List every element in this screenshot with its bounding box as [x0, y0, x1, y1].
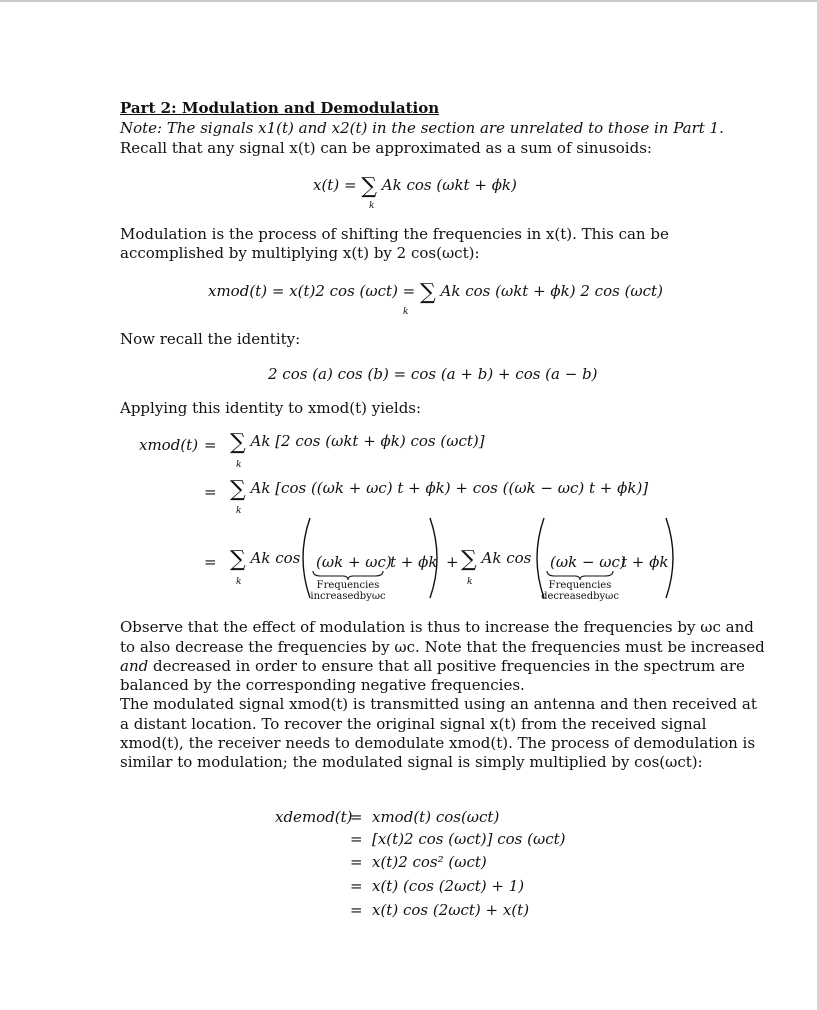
eq4-row-1-text: Ak [2 cos (ωkt + ϕk) cos (ωct)] — [250, 432, 485, 450]
observe-line-3 — [120, 657, 745, 676]
section-title: Part 2: Modulation and Demodulation — [120, 99, 440, 117]
eq5-equals-3: = — [350, 853, 363, 871]
sum-symbol: ∑ — [230, 430, 246, 455]
eq5-row-1: xmod(t) cos(ωct) — [372, 808, 500, 826]
eq5-lhs: xdemod(t) — [275, 808, 353, 826]
eq5-row-5: x(t) cos (2ωct) + x(t) — [372, 901, 530, 919]
eq4-row-3-term-b — [461, 547, 532, 572]
eq4-plus: + — [446, 553, 459, 571]
big-right-paren-b — [660, 518, 680, 598]
eq5-equals-2: = — [350, 830, 363, 848]
eq4-row-2-text: Ak [cos ((ωk + ωc) t + ϕk) + cos ((ωk − ωc) t + ϕk)] — [250, 479, 649, 497]
eq5-row-3: x(t)2 cos² (ωct) — [372, 853, 487, 871]
eq4-row-1-index: k — [236, 460, 242, 470]
eq1-sum-index: k — [369, 201, 375, 211]
observe-line-6: a distant location. To recover the original signal x(t) from the received signal — [120, 715, 707, 733]
sum-symbol: ∑ — [420, 280, 436, 305]
observe-line-8: similar to modulation; the modulated signal is simply multiplied by cos(ωct): — [120, 753, 703, 771]
big-right-paren-a — [424, 518, 444, 598]
eq4-tail-b: t + ϕk — [621, 553, 669, 571]
eq4-inner-a: (ωk + ωc) — [316, 553, 392, 571]
eq4-row-1 — [230, 430, 485, 455]
section-note: Note: The signals x1(t) and x2(t) in the section are unrelated to those in Part 1. — [120, 119, 724, 137]
equation-modulated-signal — [208, 280, 663, 305]
eq4-row-3-term-a — [230, 547, 301, 572]
observe-line-1: Observe that the effect of modulation is thus to increase the frequencies by ωc and — [120, 618, 754, 636]
identity-intro: Now recall the identity: — [120, 330, 301, 348]
observe-line-2: to also decrease the frequencies by ωc. Note that the frequencies must be increased — [120, 638, 765, 656]
modulation-paragraph-line-2: accomplished by multiplying x(t) by 2 cos(ωct): — [120, 244, 480, 262]
sum-symbol: ∑ — [461, 547, 477, 572]
sum-symbol: ∑ — [230, 477, 246, 502]
apply-intro: Applying this identity to xmod(t) yields: — [120, 399, 422, 417]
eq1-rhs: Ak cos (ωkt + ϕk) — [381, 176, 517, 194]
observe-line-5: The modulated signal xmod(t) is transmitted using an antenna and then received at — [120, 695, 757, 713]
eq4-row-3-index-b: k — [467, 577, 473, 587]
eq4-row-3-term-b-text: Ak cos — [481, 549, 532, 567]
eq4-equals-1: = — [204, 436, 217, 454]
observe-line-3-text: decreased in order to ensure that all positive frequencies in the spectrum are — [148, 657, 745, 675]
eq2-lhs: xmod(t) = x(t)2 cos (ωct) = — [208, 282, 421, 300]
eq1-lhs: x(t) = — [313, 176, 362, 194]
eq4-equals-2: = — [204, 483, 217, 501]
observe-line-7: xmod(t), the receiver needs to demodulate xmod(t). The process of demodulation is — [120, 734, 756, 752]
eq4-lhs: xmod(t) — [139, 436, 199, 454]
eq5-row-4: x(t) (cos (2ωct) + 1) — [372, 877, 525, 895]
eq2-sum-index: k — [403, 307, 409, 317]
eq4-row-2-index: k — [236, 506, 242, 516]
brace-label-b-line-1: Frequencies — [548, 580, 612, 591]
eq5-row-2: [x(t)2 cos (ωct)] cos (ωct) — [372, 830, 566, 848]
emphasis-and: and — [120, 657, 149, 675]
brace-label-a — [310, 580, 386, 602]
eq5-equals-5: = — [350, 901, 363, 919]
eq4-row-3-index-a: k — [236, 577, 242, 587]
observe-line-4: balanced by the corresponding negative frequencies. — [120, 676, 525, 694]
sum-symbol: ∑ — [230, 547, 246, 572]
equation-sum-of-sinusoids — [313, 174, 517, 199]
sum-symbol: ∑ — [361, 174, 378, 199]
brace-label-a-line-2: increasedbyωc — [310, 591, 386, 602]
equation-product-identity: 2 cos (a) cos (b) = cos (a + b) + cos (a − b) — [268, 365, 598, 383]
modulation-paragraph-line-1: Modulation is the process of shifting the frequencies in x(t). This can be — [120, 225, 669, 243]
eq5-equals-1: = — [350, 808, 363, 826]
brace-label-a-line-1: Frequencies — [316, 580, 380, 591]
recall-text: Recall that any signal x(t) can be approximated as a sum of sinusoids: — [120, 139, 652, 157]
eq4-tail-a: t + ϕk — [390, 553, 438, 571]
eq4-row-3-term-a-text: Ak cos — [250, 549, 301, 567]
eq4-equals-3: = — [204, 553, 217, 571]
eq4-inner-b: (ωk − ωc) — [550, 553, 626, 571]
eq2-rhs: Ak cos (ωkt + ϕk) 2 cos (ωct) — [440, 282, 663, 300]
brace-label-b-line-2: decreasedbyωc — [541, 591, 619, 602]
eq5-equals-4: = — [350, 877, 363, 895]
brace-label-b — [540, 580, 620, 602]
eq4-row-2 — [230, 477, 649, 502]
